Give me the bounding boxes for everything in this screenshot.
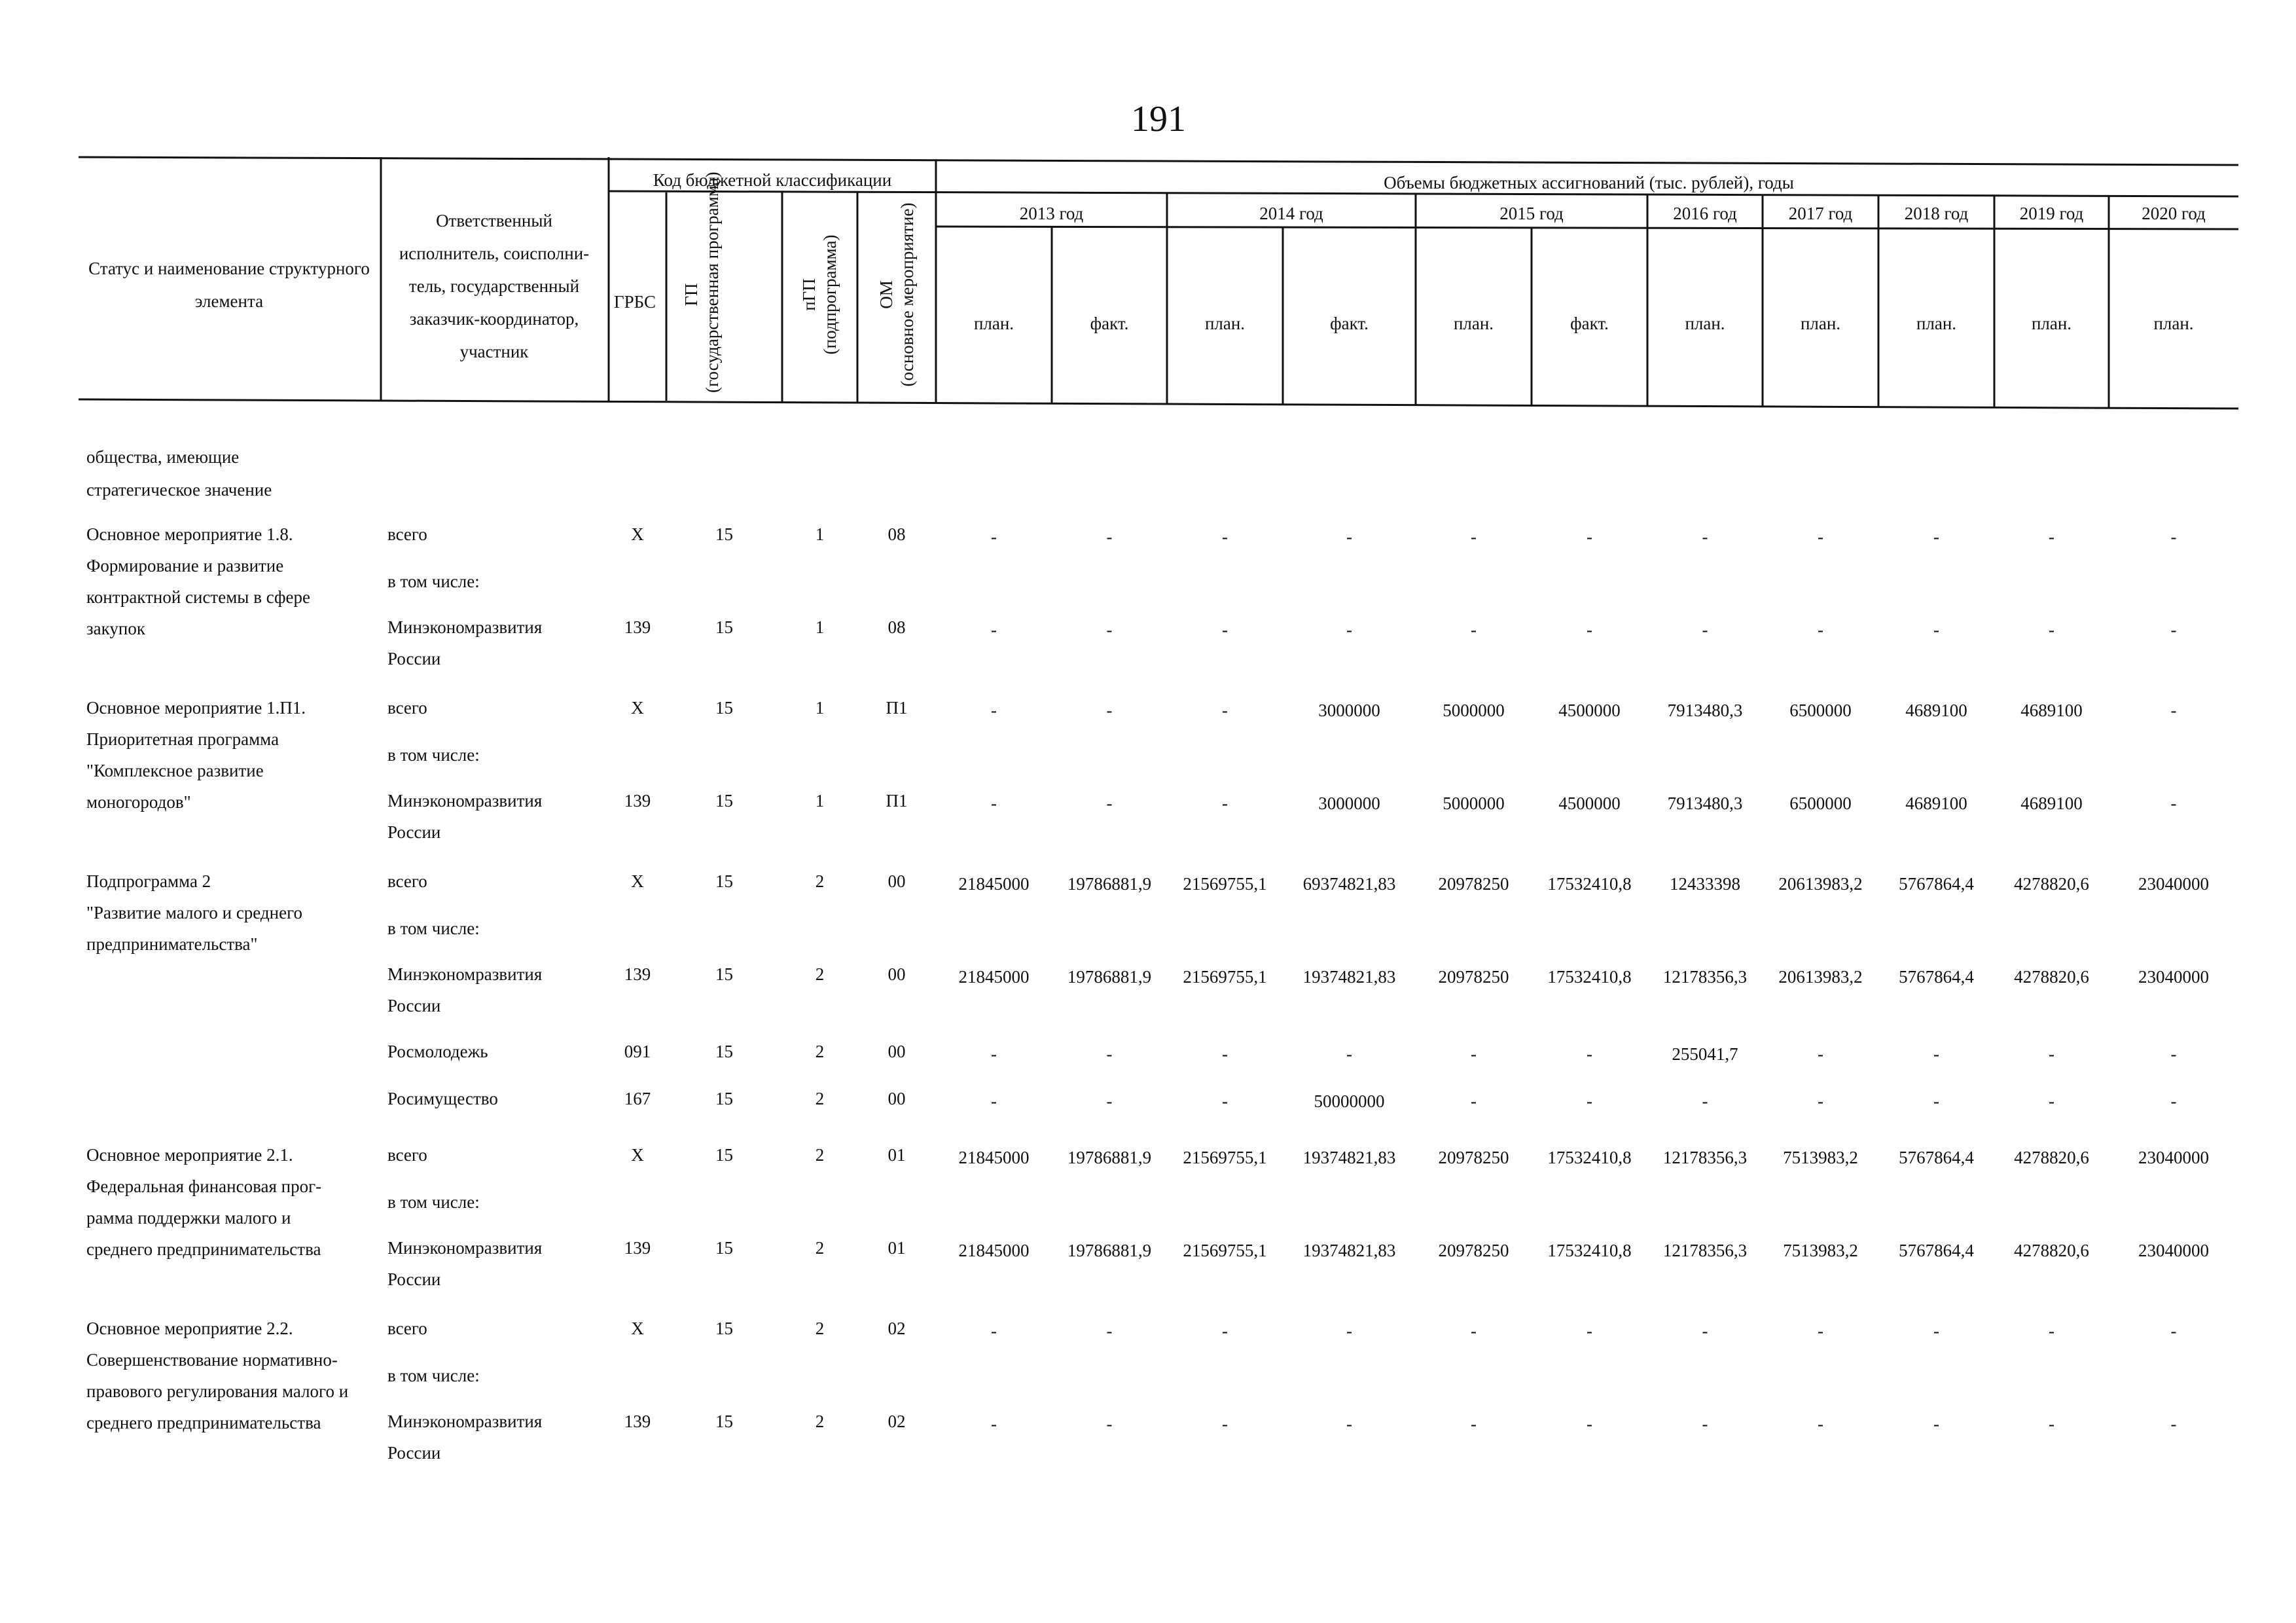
cell-value: 5767864,4 <box>1899 1241 1974 1260</box>
cell-value: - <box>2049 1044 2054 1064</box>
element-name: Подпрограмма 2 <box>86 871 211 891</box>
header-gp: ГП (государственная программа) <box>681 172 722 393</box>
cell-value: 19786881,9 <box>1067 967 1152 987</box>
cell-value: - <box>2170 1091 2177 1111</box>
executor: России <box>387 996 441 1015</box>
cell-value: 23040000 <box>2138 967 2209 987</box>
cell-grbs: Х <box>631 871 644 891</box>
cell-value: 7913480,3 <box>1667 793 1743 813</box>
cell-om: 00 <box>888 871 906 891</box>
element-name: предпринимательства" <box>86 934 258 954</box>
cell-value: 4689100 <box>2020 793 2083 813</box>
cell-pgp: 1 <box>815 524 825 544</box>
cell-value: - <box>1933 1414 1939 1434</box>
element-name: Основное мероприятие 2.2. <box>86 1319 293 1338</box>
cell-value: - <box>1587 1414 1592 1434</box>
cell-value: 7513983,2 <box>1783 1148 1858 1167</box>
cell-value: - <box>1702 1414 1708 1434</box>
cell-value: - <box>1818 1091 1823 1111</box>
cell-gp: 15 <box>715 1042 733 1061</box>
cell-value: - <box>1587 527 1592 547</box>
cell-gp: 15 <box>715 964 733 984</box>
cell-pgp: 1 <box>815 698 825 718</box>
year-label: 2018 год <box>1904 204 1969 223</box>
cell-om: 02 <box>888 1319 906 1338</box>
element-name: среднего предпринимательства <box>86 1413 321 1432</box>
element-name: контрактной системы в сфере <box>86 587 310 607</box>
cell-value: - <box>1471 1044 1477 1064</box>
element-name: закупок <box>86 619 145 638</box>
cell-value: 6500000 <box>1789 793 1852 813</box>
header-grbs: ГРБС <box>614 292 656 312</box>
cell-value: - <box>1818 1321 1823 1341</box>
cell-value: 21569755,1 <box>1183 1241 1267 1260</box>
executor: Росмолодежь <box>387 1042 488 1061</box>
cell-value: 20613983,2 <box>1778 967 1863 987</box>
plan-fact-label: план. <box>2153 314 2194 333</box>
cell-value: - <box>1222 1044 1228 1064</box>
cell-value: - <box>1933 1091 1939 1111</box>
executor: России <box>387 822 441 842</box>
cell-value: - <box>991 1321 997 1341</box>
executor: Минэкономразвития <box>387 791 543 811</box>
cell-value: - <box>2049 620 2054 640</box>
element-name: "Развитие малого и среднего <box>86 903 302 922</box>
cell-grbs: 167 <box>624 1089 651 1108</box>
cell-value: - <box>1471 1414 1477 1434</box>
element-name: Основное мероприятие 1.8. <box>86 524 293 544</box>
cell-om: 00 <box>888 1042 906 1061</box>
cell-gp: 15 <box>715 871 733 891</box>
cell-value: - <box>1933 620 1939 640</box>
cell-value: - <box>1106 701 1113 720</box>
cell-value: 23040000 <box>2138 1241 2209 1260</box>
executor: всего <box>387 698 427 718</box>
cell-gp: 15 <box>715 1319 733 1338</box>
cell-om: П1 <box>886 791 908 811</box>
cell-gp: 15 <box>715 1145 733 1165</box>
cell-value: 5000000 <box>1443 793 1505 813</box>
cell-value: - <box>991 620 997 640</box>
cell-value: 21845000 <box>958 1148 1030 1167</box>
cell-value: 5767864,4 <box>1899 1148 1974 1167</box>
year-label: 2017 год <box>1788 204 1853 223</box>
cell-pgp: 2 <box>815 1238 825 1258</box>
plan-fact-label: план. <box>1916 314 1957 333</box>
cell-value: - <box>1933 527 1939 547</box>
cell-value: - <box>1702 527 1708 547</box>
cell-value: 7513983,2 <box>1783 1241 1858 1260</box>
year-label: 2015 год <box>1499 204 1564 223</box>
cell-value: - <box>2049 527 2054 547</box>
plan-fact-label: факт. <box>1090 314 1129 333</box>
cell-om: 00 <box>888 1089 906 1108</box>
cell-value: 4689100 <box>1905 701 1967 720</box>
cell-value: 17532410,8 <box>1547 1148 1632 1167</box>
element-name: Формирование и развитие <box>86 556 284 575</box>
header-om: ОМ (основное мероприятие) <box>876 202 917 387</box>
executor: в том числе: <box>387 745 480 765</box>
plan-fact-label: факт. <box>1570 314 1609 333</box>
cell-value: 12178356,3 <box>1662 967 1748 987</box>
cell-value: - <box>1222 1091 1228 1111</box>
plan-fact-label: план. <box>2031 314 2072 333</box>
cell-value: 21569755,1 <box>1183 874 1267 894</box>
cell-pgp: 2 <box>815 1319 825 1338</box>
cell-value: - <box>1818 620 1823 640</box>
cell-value: - <box>1106 1321 1113 1341</box>
cell-pgp: 2 <box>815 1145 825 1165</box>
cell-value: 4278820,6 <box>2014 874 2089 894</box>
element-name: Федеральная финансовая прог- <box>86 1176 322 1196</box>
cell-value: 5767864,4 <box>1899 967 1974 987</box>
element-name: моногородов" <box>86 792 191 812</box>
header-pgp: пГП (подпрограмма) <box>799 234 840 355</box>
year-label: 2019 год <box>2019 204 2084 223</box>
executor: Минэкономразвития <box>387 1238 543 1258</box>
cell-value: 12433398 <box>1670 874 1740 894</box>
cell-grbs: Х <box>631 1319 644 1338</box>
executor: всего <box>387 871 427 891</box>
cell-gp: 15 <box>715 1089 733 1108</box>
cell-value: - <box>2049 1321 2054 1341</box>
cell-value: - <box>1346 527 1352 547</box>
cell-gp: 15 <box>715 1238 733 1258</box>
executor: в том числе: <box>387 919 480 938</box>
executor: в том числе: <box>387 572 480 591</box>
executor: Минэкономразвития <box>387 1412 543 1431</box>
cell-value: 19786881,9 <box>1067 1241 1152 1260</box>
cell-value: 4278820,6 <box>2014 1241 2089 1260</box>
executor: Минэкономразвития <box>387 617 543 637</box>
executor: в том числе: <box>387 1192 480 1212</box>
cell-value: - <box>1818 1414 1823 1434</box>
cell-om: 08 <box>888 617 906 637</box>
cell-value: - <box>2170 527 2177 547</box>
cell-value: 21569755,1 <box>1183 967 1267 987</box>
cell-gp: 15 <box>715 617 733 637</box>
cell-value: - <box>2170 793 2177 813</box>
cell-grbs: Х <box>631 524 644 544</box>
cell-value: 5000000 <box>1443 701 1505 720</box>
cell-value: - <box>2170 1044 2177 1064</box>
cell-value: - <box>1702 1321 1708 1341</box>
cell-value: - <box>1933 1044 1939 1064</box>
executor: России <box>387 1269 441 1289</box>
cell-value: 69374821,83 <box>1302 874 1396 894</box>
cell-om: 02 <box>888 1412 906 1431</box>
header-responsible: Ответственный исполнитель, соисполни-тель, государственный заказчик-координатор, участник <box>399 211 590 361</box>
cell-value: 19786881,9 <box>1067 874 1152 894</box>
cell-grbs: 139 <box>624 1238 651 1258</box>
element-name: Основное мероприятие 2.1. <box>86 1145 293 1165</box>
cell-value: 20978250 <box>1438 1241 1509 1260</box>
cell-value: - <box>991 701 997 720</box>
cell-value: - <box>1222 620 1228 640</box>
cell-value: 255041,7 <box>1672 1044 1738 1064</box>
cell-value: 21845000 <box>958 874 1030 894</box>
cell-value: 4500000 <box>1558 701 1621 720</box>
cell-value: - <box>1471 620 1477 640</box>
cell-value: 4278820,6 <box>2014 967 2089 987</box>
plan-fact-label: план. <box>1204 314 1246 333</box>
plan-fact-label: план. <box>973 314 1014 333</box>
cell-grbs: 139 <box>624 964 651 984</box>
continuation-line: стратегическое значение <box>86 480 272 500</box>
page-number: 191 <box>1131 99 1186 139</box>
cell-value: - <box>1818 1044 1823 1064</box>
cell-value: - <box>991 527 997 547</box>
year-label: 2020 год <box>2142 204 2206 223</box>
element-name: среднего предпринимательства <box>86 1239 321 1259</box>
executor: всего <box>387 1319 427 1338</box>
cell-value: - <box>1818 527 1823 547</box>
element-name: Приоритетная программа <box>86 729 279 749</box>
cell-value: 6500000 <box>1789 701 1852 720</box>
cell-value: 21845000 <box>958 1241 1030 1260</box>
continuation-line: общества, имеющие <box>86 447 240 467</box>
cell-pgp: 2 <box>815 1042 825 1061</box>
cell-value: - <box>2170 1321 2177 1341</box>
cell-value: 7913480,3 <box>1667 701 1743 720</box>
cell-value: - <box>1702 620 1708 640</box>
cell-om: 01 <box>888 1238 906 1258</box>
cell-value: 23040000 <box>2138 1148 2209 1167</box>
cell-grbs: 139 <box>624 1412 651 1431</box>
year-label: 2016 год <box>1673 204 1737 223</box>
cell-value: - <box>1222 701 1228 720</box>
cell-value: - <box>991 1091 997 1111</box>
plan-fact-label: план. <box>1800 314 1841 333</box>
cell-value: - <box>1222 1321 1228 1341</box>
cell-pgp: 2 <box>815 1412 825 1431</box>
cell-value: - <box>2049 1414 2054 1434</box>
cell-value: 21569755,1 <box>1183 1148 1267 1167</box>
cell-pgp: 2 <box>815 1089 825 1108</box>
cell-value: 5767864,4 <box>1899 874 1974 894</box>
cell-value: 17532410,8 <box>1547 874 1632 894</box>
cell-value: - <box>1106 620 1113 640</box>
cell-value: - <box>1106 527 1113 547</box>
cell-gp: 15 <box>715 791 733 811</box>
cell-value: - <box>1346 1414 1352 1434</box>
cell-value: 20613983,2 <box>1778 874 1863 894</box>
cell-value: - <box>2049 1091 2054 1111</box>
cell-value: 4500000 <box>1558 793 1621 813</box>
cell-value: 17532410,8 <box>1547 967 1632 987</box>
cell-value: - <box>2170 1414 2177 1434</box>
executor: всего <box>387 524 427 544</box>
cell-value: 19786881,9 <box>1067 1148 1152 1167</box>
year-label: 2013 год <box>1019 204 1084 223</box>
cell-value: - <box>1587 1091 1592 1111</box>
cell-value: - <box>1106 1091 1113 1111</box>
cell-value: 19374821,83 <box>1302 967 1396 987</box>
cell-value: - <box>1222 793 1228 813</box>
cell-value: 19374821,83 <box>1302 1148 1396 1167</box>
cell-grbs: Х <box>631 1145 644 1165</box>
cell-value: 20978250 <box>1438 967 1509 987</box>
cell-gp: 15 <box>715 524 733 544</box>
cell-gp: 15 <box>715 1412 733 1431</box>
cell-value: 23040000 <box>2138 874 2209 894</box>
cell-value: - <box>1471 1091 1477 1111</box>
cell-om: 01 <box>888 1145 906 1165</box>
executor: Росимущество <box>387 1089 498 1108</box>
cell-pgp: 1 <box>815 791 825 811</box>
executor: Минэкономразвития <box>387 964 543 984</box>
cell-value: - <box>991 1044 997 1064</box>
cell-value: 3000000 <box>1318 793 1380 813</box>
cell-value: - <box>1587 1321 1592 1341</box>
cell-value: - <box>2170 701 2177 720</box>
cell-om: 08 <box>888 524 906 544</box>
executor: России <box>387 649 441 668</box>
cell-grbs: 139 <box>624 791 651 811</box>
cell-value: 50000000 <box>1314 1091 1385 1111</box>
element-name: "Комплексное развитие <box>86 761 264 780</box>
plan-fact-label: факт. <box>1330 314 1369 333</box>
cell-value: - <box>1587 1044 1592 1064</box>
cell-value: - <box>991 1414 997 1434</box>
cell-value: - <box>1222 527 1228 547</box>
plan-fact-label: план. <box>1685 314 1725 333</box>
cell-value: - <box>2170 620 2177 640</box>
cell-value: - <box>1346 1044 1352 1064</box>
cell-value: - <box>1346 1321 1352 1341</box>
header-volumes: Объемы бюджетных ассигнований (тыс. рублей), годы <box>1384 173 1794 192</box>
cell-pgp: 2 <box>815 964 825 984</box>
cell-value: - <box>991 793 997 813</box>
element-name: Основное мероприятие 1.П1. <box>86 698 306 718</box>
cell-value: 20978250 <box>1438 1148 1509 1167</box>
header-status: Статус и наименование структурного элемента <box>88 259 370 311</box>
year-label: 2014 год <box>1259 204 1323 223</box>
cell-pgp: 2 <box>815 871 825 891</box>
executor: в том числе: <box>387 1366 480 1385</box>
header-budget-code: Код бюджетной классификации <box>653 170 892 190</box>
executor: всего <box>387 1145 427 1165</box>
plan-fact-label: план. <box>1453 314 1494 333</box>
cell-gp: 15 <box>715 698 733 718</box>
element-name: Совершенствование нормативно- <box>86 1350 338 1370</box>
cell-value: 4278820,6 <box>2014 1148 2089 1167</box>
cell-pgp: 1 <box>815 617 825 637</box>
cell-value: - <box>1702 1091 1708 1111</box>
cell-value: 12178356,3 <box>1662 1241 1748 1260</box>
cell-value: - <box>1106 793 1113 813</box>
cell-grbs: 091 <box>624 1042 651 1061</box>
cell-om: 00 <box>888 964 906 984</box>
cell-grbs: 139 <box>624 617 651 637</box>
element-name: рамма поддержки малого и <box>86 1208 291 1228</box>
element-name: правового регулирования малого и <box>86 1381 349 1401</box>
cell-value: - <box>1106 1044 1113 1064</box>
cell-om: П1 <box>886 698 908 718</box>
cell-value: - <box>1346 620 1352 640</box>
cell-value: 3000000 <box>1318 701 1380 720</box>
cell-value: - <box>1933 1321 1939 1341</box>
cell-value: 21845000 <box>958 967 1030 987</box>
cell-value: 17532410,8 <box>1547 1241 1632 1260</box>
cell-value: 20978250 <box>1438 874 1509 894</box>
cell-value: 19374821,83 <box>1302 1241 1396 1260</box>
cell-value: 4689100 <box>2020 701 2083 720</box>
cell-value: - <box>1471 527 1477 547</box>
cell-value: 12178356,3 <box>1662 1148 1748 1167</box>
cell-value: - <box>1471 1321 1477 1341</box>
cell-value: 4689100 <box>1905 793 1967 813</box>
cell-value: - <box>1106 1414 1113 1434</box>
executor: России <box>387 1443 441 1463</box>
cell-grbs: Х <box>631 698 644 718</box>
cell-value: - <box>1222 1414 1228 1434</box>
cell-value: - <box>1587 620 1592 640</box>
